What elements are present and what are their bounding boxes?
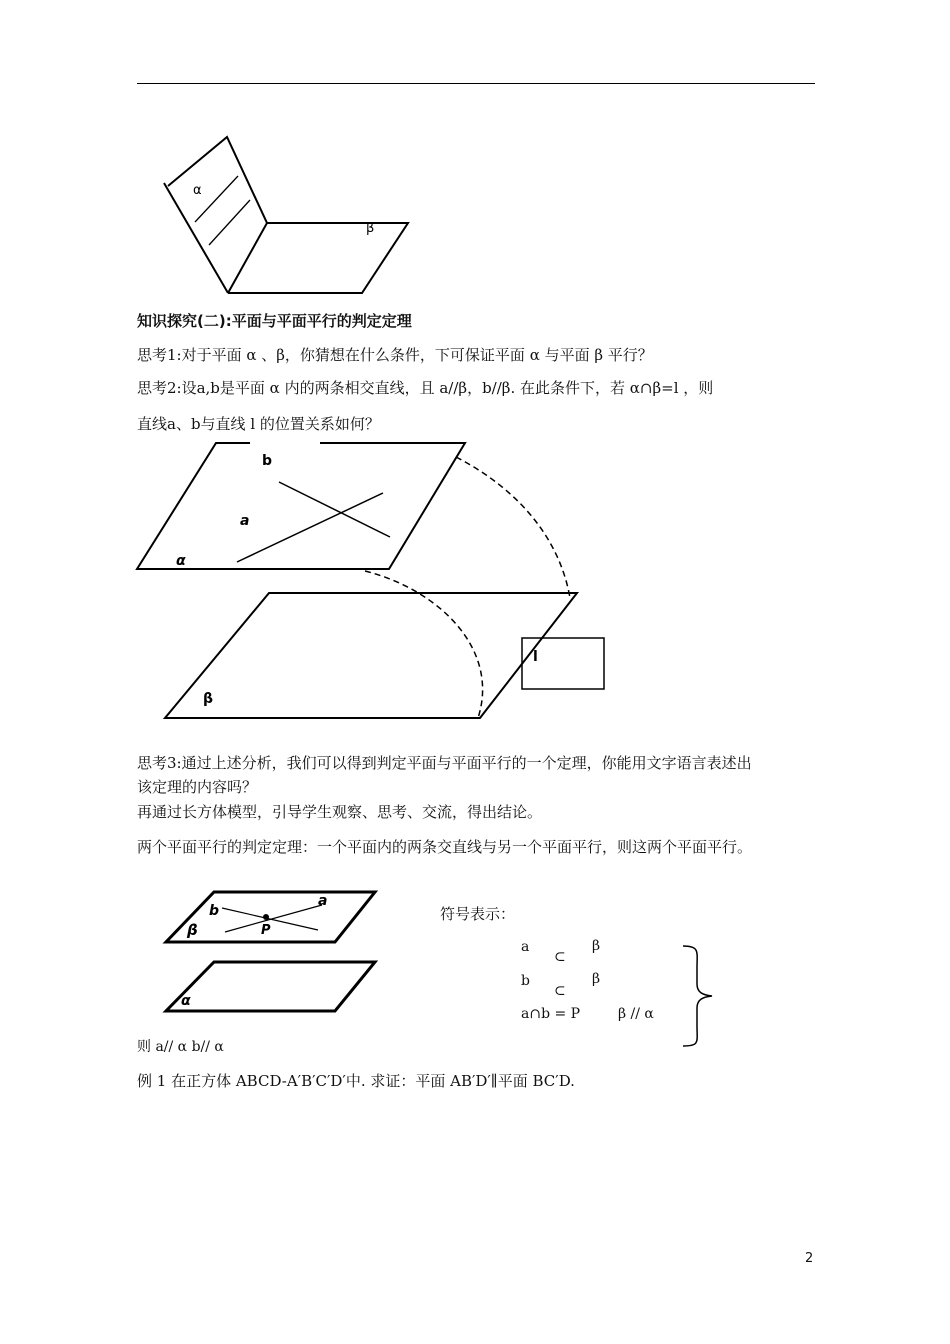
label-beta: β <box>203 691 214 707</box>
think-3-line-1: 思考3:通过上述分析，我们可以得到判定平面与平面平行的一个定理，你能用文字语言表述出 <box>137 754 752 772</box>
label-a: a <box>240 513 250 529</box>
symbol-row1-sub: ⊂ <box>554 949 566 965</box>
symbol-row2-right: β <box>592 971 601 987</box>
symbol-row1-left: a <box>521 939 530 955</box>
label-alpha: α <box>181 993 191 1009</box>
think-1: 思考1:对于平面 α 、β，你猜想在什么条件，下可保证平面 α 与平面 β 平行？ <box>137 346 653 364</box>
guide-text: 再通过长方体模型，引导学生观察、思考、交流，得出结论。 <box>137 803 543 821</box>
symbol-row1-right: β <box>592 938 601 954</box>
symbol-conclusion: β // α <box>618 1006 654 1022</box>
symbol-row3: a∩b = P <box>521 1006 581 1022</box>
symbol-title: 符号表示： <box>440 905 516 923</box>
symbol-row2-left: b <box>521 973 530 989</box>
section-title: 知识探究(二):平面与平面平行的判定定理 <box>137 312 412 330</box>
think-3-line-2: 该定理的内容吗？ <box>137 778 258 796</box>
label-beta: β <box>366 221 375 236</box>
symbol-row2-sub: ⊂ <box>554 983 566 999</box>
label-p: P <box>261 923 271 938</box>
label-alpha: α <box>193 183 202 198</box>
label-b: b <box>262 453 273 469</box>
think-2-line-2: 直线a、b与直线 l 的位置关系如何？ <box>137 415 380 433</box>
label-b: b <box>209 903 220 919</box>
page-number: 2 <box>805 1251 814 1266</box>
label-alpha: α <box>176 553 186 569</box>
then-line: 则 a// α b// α <box>137 1039 224 1055</box>
theorem-text: 两个平面平行的判定定理：一个平面内的两条交直线与另一个平面平行，则这两个平面平行。 <box>137 838 753 856</box>
label-l: l <box>533 649 538 665</box>
label-a: a <box>318 893 328 909</box>
think-2-line-1: 思考2:设a,b是平面 α 内的两条相交直线，且 a//β，b//β. 在此条件下，若 α∩β=l ，则 <box>137 379 714 397</box>
label-beta: β <box>187 921 198 939</box>
example-1: 例 1 在正方体 ABCD-A′B′C′D′中. 求证：平面 AB′D′∥平面 BC′D. <box>137 1072 575 1090</box>
